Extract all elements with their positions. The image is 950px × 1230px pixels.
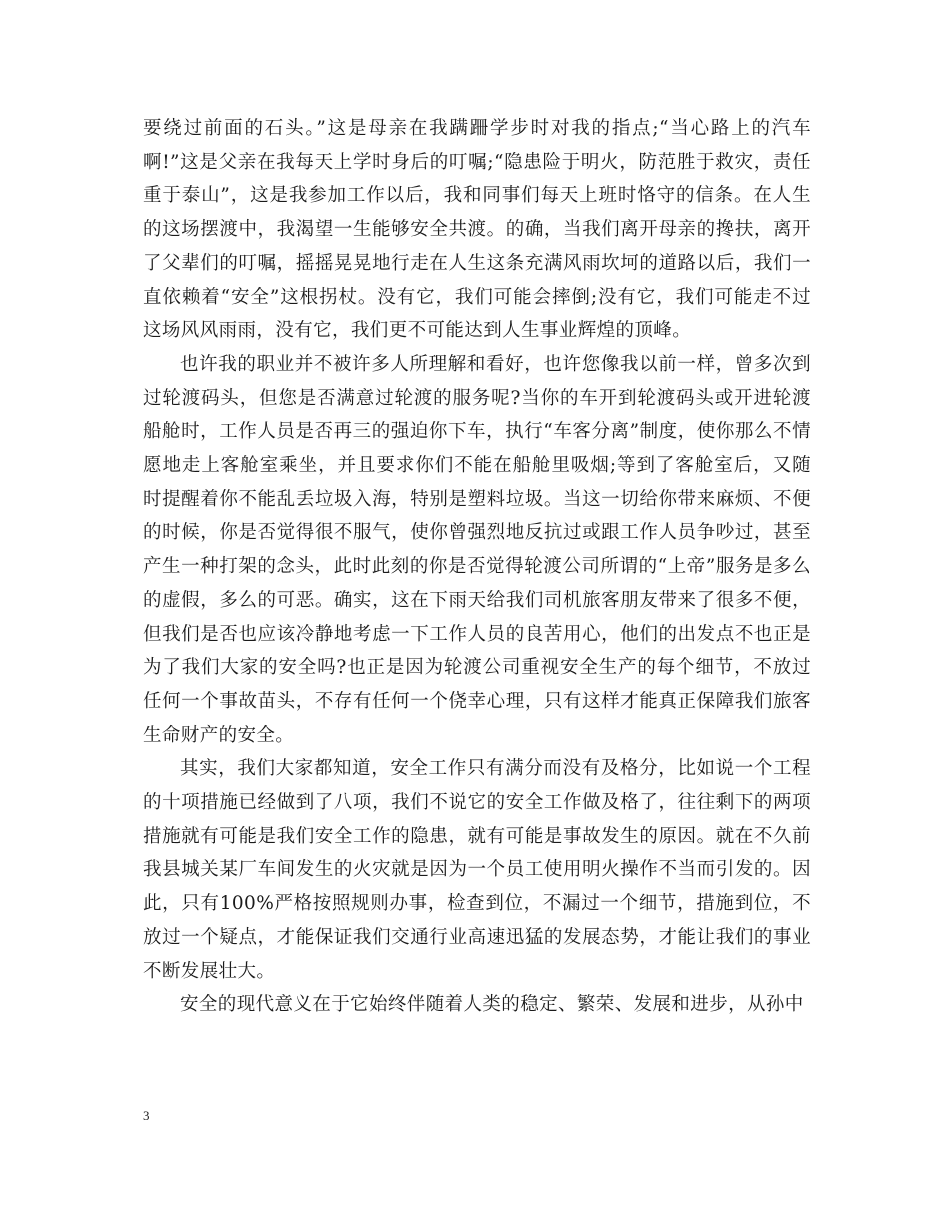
paragraph-2: 也许我的职业并不被许多人所理解和看好，也许您像我以前一样，曾多次到过轮渡码头，但您是否满意过轮渡的服务呢?当你的车开到轮渡码头或开进轮渡船舱时，工作人员是否再三的强迫你下车，执行“车客分离”制度，使你那么不情愿地走上客舱室乘坐，并且要求你们不能在船舱里吸烟;等到了客舱室后，又随时提醒着你不能乱丢垃圾入海，特别是塑料垃圾。当这一切给你带来麻烦、不便的时候，你是否觉得很不服气，使你曾强烈地反抗过或跟工作人员争吵过，甚至产生一种打架的念头，此时此刻的你是否觉得轮渡公司所谓的“上帝”服务是多么的虚假，多么的可恶。确实，这在下雨天给我们司机旅客朋友带来了很多不便，但我们是否也应该冷静地考虑一下工作人员的良苦用心，他们的出发点不也正是为了我们大家的安全吗?也正是因为轮渡公司重视安全生产的每个细节，不放过任何一个事故苗头，不存有任何一个侥幸心理，只有这样才能真正保障我们旅客生命财产的安全。: [143, 353, 811, 746]
paragraph-1: 要绕过前面的石头。”这是母亲在我蹒跚学步时对我的指点;“当心路上的汽车啊!”这是父亲在我每天上学时身后的叮嘱;“隐患险于明火，防范胜于救灾，责任重于泰山”，这是我参加工作以后，我和同事们每天上班时恪守的信条。在人生的这场摆渡中，我渴望一生能够安全共渡。的确，当我们离开母亲的搀扶，离开了父辈们的叮嘱，摇摇晃晃地行走在人生这条充满风雨坎坷的道路以后，我们一直依赖着“安全”这根拐杖。没有它，我们可能会摔倒;没有它，我们可能走不过这场风风雨雨，没有它，我们更不可能达到人生事业辉煌的顶峰。: [143, 118, 811, 342]
paragraph-3: 其实，我们大家都知道，安全工作只有满分而没有及格分，比如说一个工程的十项措施已经做到了八项，我们不说它的安全工作做及格了，往往剩下的两项措施就有可能是我们安全工作的隐患，就有可能是事故发生的原因。就在不久前我县城关某厂车间发生的火灾就是因为一个员工使用明火操作不当而引发的。因此，只有100%严格按照规则办事，检查到位，不漏过一个细节，措施到位，不放过一个疑点，才能保证我们交通行业高速迅猛的发展态势，才能让我们的事业不断发展壮大。: [143, 758, 811, 982]
document-body: [143, 112, 811, 1022]
paragraph-4: 安全的现代意义在于它始终伴随着人类的稳定、繁荣、发展和进步，从孙中: [180, 994, 804, 1016]
page-number: 3: [143, 1108, 150, 1123]
